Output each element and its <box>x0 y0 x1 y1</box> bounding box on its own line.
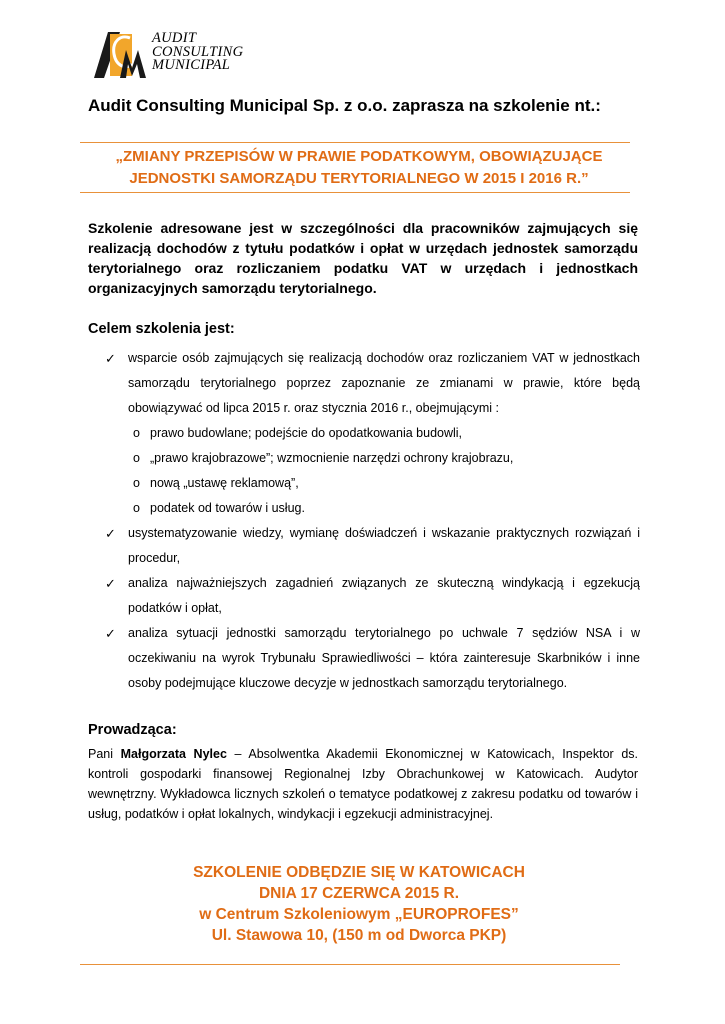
circle-bullet-icon: o <box>133 426 140 440</box>
goals-heading: Celem szkolenia jest: <box>88 321 235 337</box>
venue-info <box>88 862 630 946</box>
goal-item <box>105 521 640 571</box>
goal-item <box>105 621 640 696</box>
intro-paragraph: Szkolenie adresowane jest w szczególności dla pracowników zajmujących się realizacją dochodów z tytułu podatków i opłat w urzędach jednostek samorządu terytorialnego oraz rozliczaniem podatku VAT w urzędach i jednostkach organizacyjnych samorządu terytorialnego. <box>88 220 638 296</box>
circle-bullet-icon: o <box>133 501 140 515</box>
checkmark-icon: ✓ <box>105 351 116 366</box>
checkmark-icon: ✓ <box>105 526 116 541</box>
logo-wordmark <box>152 32 243 73</box>
sublist-item <box>105 471 640 496</box>
lecturer-name: Małgorzata Nylec <box>120 747 227 761</box>
title-line: JEDNOSTKI SAMORZĄDU TERYTORIALNEGO W 2015 I 2016 R.” <box>129 170 589 187</box>
goal-text: analiza sytuacji jednostki samorządu terytorialnego po uchwale 7 sędziów NSA i w oczekiwaniu na wyrok Trybunału Sprawiedliwości – która zainteresuje Skarbników i inne osoby podejmujące kluczowe decyzje w jednostkach samorządu terytorialnego. <box>128 626 640 690</box>
venue-line: Ul. Stawowa 10, (150 m od Dworca PKP) <box>211 927 507 944</box>
company-logo <box>90 28 270 80</box>
training-title <box>88 146 630 190</box>
logo-line: CONSULTING <box>152 43 244 60</box>
goal-item <box>105 346 640 421</box>
logo-line: MUNICIPAL <box>152 57 231 73</box>
title-line: „ZMIANY PRZEPISÓW W PRAWIE PODATKOWYM, OBOWIĄZUJĄCE <box>115 148 603 165</box>
sublist-text: nową „ustawę reklamową”, <box>150 476 299 490</box>
circle-bullet-icon: o <box>133 451 140 465</box>
goal-text: usystematyzowanie wiedzy, wymianę doświadczeń i wskazanie praktycznych rozwiązań i procedur, <box>128 526 640 565</box>
divider-bottom <box>80 192 630 193</box>
goal-sublist <box>105 421 640 521</box>
venue-line: w Centrum Szkoleniowym „EUROPROFES” <box>199 906 519 923</box>
lecturer-heading: Prowadząca: <box>88 722 177 738</box>
checkmark-icon: ✓ <box>105 576 116 591</box>
sublist-item <box>105 421 640 446</box>
venue-line: SZKOLENIE ODBĘDZIE SIĘ W KATOWICACH <box>193 864 525 881</box>
lecturer-description: – Absolwentka Akademii Ekonomicznej w Katowicach, Inspektor ds. kontroli gospodarki finansowej Regionalnej Izby Obrachunkowej w Katowicach. Audytor wewnętrzny. Wykładowca licznych szkoleń o tematyce podatkowej z zakresu podatku od towarów i usług, podatków i opłat lokalnych, windykacji i egzekucji administracyjnej. <box>88 747 638 821</box>
checkmark-icon: ✓ <box>105 626 116 641</box>
logo-line: AUDIT <box>152 30 197 46</box>
divider-footer <box>80 964 620 965</box>
goal-item <box>105 571 640 621</box>
page-heading: Audit Consulting Municipal Sp. z o.o. zaprasza na szkolenie nt.: <box>88 96 601 115</box>
sublist-item <box>105 446 640 471</box>
sublist-item <box>105 496 640 521</box>
sublist-text: podatek od towarów i usług. <box>150 501 305 515</box>
sublist-text: „prawo krajobrazowe”; wzmocnienie narzędzi ochrony krajobrazu, <box>150 451 514 465</box>
goal-text: analiza najważniejszych zagadnień związanych ze skuteczną windykacją i egzekucją podatków i opłat, <box>128 576 640 615</box>
goal-text: wsparcie osób zajmujących się realizacją dochodów oraz rozliczaniem VAT w jednostkach samorządu terytorialnego poprzez zapoznanie ze zmianami w prawie, które będą obowiązywać od lipca 2015 r. oraz stycznia 2016 r., obejmującymi : <box>128 351 640 415</box>
lecturer-prefix: Pani <box>88 747 121 761</box>
circle-bullet-icon: o <box>133 476 140 490</box>
acm-monogram-icon <box>90 28 154 80</box>
goals-list <box>105 346 640 696</box>
sublist-text: prawo budowlane; podejście do opodatkowania budowli, <box>150 426 463 440</box>
divider-top <box>80 142 630 143</box>
venue-line: DNIA 17 CZERWCA 2015 R. <box>258 885 460 902</box>
lecturer-bio <box>88 744 638 824</box>
